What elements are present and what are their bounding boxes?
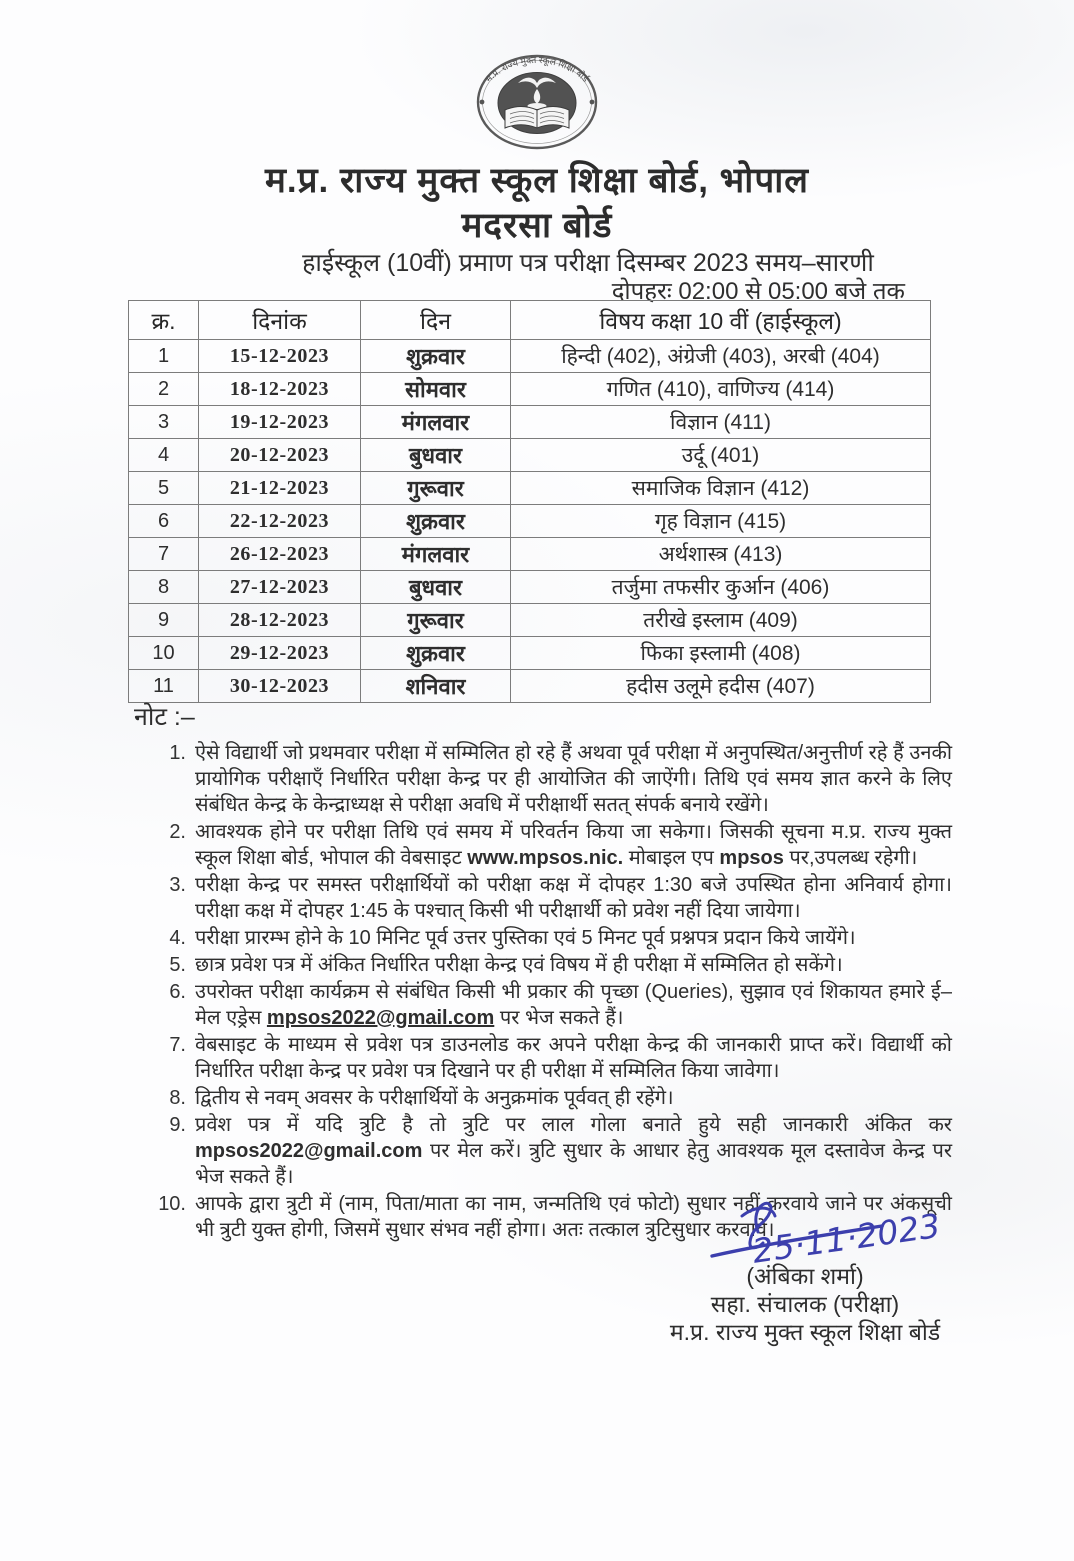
note-text bbox=[195, 872, 952, 924]
note-item bbox=[158, 1032, 952, 1084]
madarsa-board-title: मदरसा बोर्ड bbox=[461, 206, 613, 245]
note-segment: पर,उपलब्ध रहेगी। bbox=[783, 847, 918, 869]
note-text bbox=[195, 740, 952, 818]
cell-subject: उर्दू (401) bbox=[511, 439, 931, 472]
table-row bbox=[129, 472, 931, 505]
cell-subject: तर्जुमा तफसीर कुर्आन (406) bbox=[511, 571, 931, 604]
table-row bbox=[129, 538, 931, 571]
cell-day: मंगलवार bbox=[361, 538, 511, 571]
note-number: 3. bbox=[169, 874, 186, 896]
signatory-designation: सहा. संचालक (परीक्षा) bbox=[710, 1291, 900, 1317]
note-segment: ऐसे विद्यार्थी जो प्रथमवार परीक्षा में सम्मिलित हो रहे हैं अथवा पूर्व परीक्षा में अनुपस्थित/अनुत्तीर्ण रहे हैं उनकी प्रायोगिक परीक्षाएँ निर्धारित परीक्षा केन्द्र पर ही आयोजित की जाऐंगी। तिथि एवं समय ज्ञात करने के लिए संबंधित केन्द्र के केन्द्राध्यक्ष से परीक्षा अवधि में परीक्षार्थी सतत् संपर्क बनाये रखेंगे। bbox=[195, 742, 952, 816]
exam-timing: दोपहरः 02:00 से 05:00 बजे तक bbox=[611, 278, 905, 305]
table-row bbox=[129, 406, 931, 439]
note-number: 5. bbox=[169, 954, 186, 976]
note-number: 7. bbox=[169, 1034, 186, 1056]
board-title: म.प्र. राज्य मुक्त स्कूल शिक्षा बोर्ड, भोपाल bbox=[264, 161, 810, 200]
logo-right-dot bbox=[590, 100, 595, 105]
table-row bbox=[129, 571, 931, 604]
note-item bbox=[158, 952, 952, 978]
cell-date: 26-12-2023 bbox=[199, 538, 361, 571]
note-segment: पर भेज सकते हैं। bbox=[494, 1007, 624, 1029]
note-number: 1. bbox=[169, 742, 186, 764]
note-segment: मोबाइल एप bbox=[623, 847, 720, 869]
board-logo-seal bbox=[457, 42, 617, 157]
cell-date: 28-12-2023 bbox=[199, 604, 361, 637]
notes-list bbox=[158, 740, 952, 1244]
cell-subject: गणित (410), वाणिज्य (414) bbox=[511, 373, 931, 406]
cell-sno: 11 bbox=[129, 670, 199, 703]
note-text bbox=[195, 952, 952, 978]
exam-title: हाईस्कूल (10वीं) प्रमाण पत्र परीक्षा दिसम्बर 2023 समय–सारणी bbox=[302, 249, 874, 277]
note-segment: परीक्षा केन्द्र पर समस्त परीक्षार्थियों को परीक्षा कक्ष में दोपहर 1:30 बजे उपस्थित होना अनिवार्य होगा। परीक्षा कक्ष में दोपहर 1:45 के पश्चात् किसी भी परीक्षार्थी को प्रवेश नहीं दिया जायेगा। bbox=[195, 874, 952, 922]
notes-heading: नोट :– bbox=[134, 703, 195, 731]
cell-day: बुधवार bbox=[361, 571, 511, 604]
note-item bbox=[158, 872, 952, 924]
cell-sno: 9 bbox=[129, 604, 199, 637]
cell-subject: गृह विज्ञान (415) bbox=[511, 505, 931, 538]
note-text bbox=[195, 1085, 952, 1111]
cell-date: 15-12-2023 bbox=[199, 340, 361, 373]
cell-day: गुरूवार bbox=[361, 472, 511, 505]
note-text bbox=[195, 925, 952, 951]
cell-day: सोमवार bbox=[361, 373, 511, 406]
cell-day: बुधवार bbox=[361, 439, 511, 472]
table-row bbox=[129, 637, 931, 670]
note-number: 4. bbox=[169, 927, 186, 949]
note-segment: mpsos bbox=[719, 847, 784, 869]
cell-day: शुक्रवार bbox=[361, 505, 511, 538]
note-text bbox=[195, 1112, 952, 1190]
signatory-name: (अंबिका शर्मा) bbox=[746, 1263, 864, 1289]
note-segment: mpsos2022@gmail.com bbox=[195, 1140, 423, 1162]
cell-date: 30-12-2023 bbox=[199, 670, 361, 703]
cell-subject: विज्ञान (411) bbox=[511, 406, 931, 439]
table-row bbox=[129, 604, 931, 637]
logo-ring-text-top: म.प्र. राज्य मुक्त स्कूल शिक्षा बोर्ड bbox=[483, 54, 591, 84]
note-number: 6. bbox=[169, 981, 186, 1003]
cell-sno: 10 bbox=[129, 637, 199, 670]
cell-sno: 3 bbox=[129, 406, 199, 439]
note-item bbox=[158, 1085, 952, 1111]
note-item bbox=[158, 979, 952, 1031]
timetable-header-row bbox=[129, 301, 931, 340]
column-header-date: दिनांक bbox=[199, 301, 361, 340]
exam-timetable bbox=[128, 300, 931, 703]
note-segment: उपरोक्त परीक्षा कार्यक्रम से संबंधित किसी भी प्रकार की पृच्छा (Queries), सुझाव एवं शिकायत हमारे ई–मेल एड्रेस bbox=[195, 981, 952, 1029]
table-row bbox=[129, 373, 931, 406]
cell-sno: 6 bbox=[129, 505, 199, 538]
logo-left-dot bbox=[480, 100, 485, 105]
cell-sno: 5 bbox=[129, 472, 199, 505]
note-segment: वेबसाइट के माध्यम से प्रवेश पत्र डाउनलोड कर अपने परीक्षा केन्द्र की जानकारी प्राप्त करें। विद्यार्थी को निर्धारित परीक्षा केन्द्र पर प्रवेश पत्र दिखाने पर ही परीक्षा में सम्मिलित किया जावेगा। bbox=[195, 1034, 952, 1082]
note-text bbox=[195, 979, 952, 1031]
table-row bbox=[129, 505, 931, 538]
cell-subject: तरीखे इस्लाम (409) bbox=[511, 604, 931, 637]
cell-day: गुरूवार bbox=[361, 604, 511, 637]
cell-subject: समाजिक विज्ञान (412) bbox=[511, 472, 931, 505]
note-number: 8. bbox=[169, 1087, 186, 1109]
cell-date: 20-12-2023 bbox=[199, 439, 361, 472]
note-segment: परीक्षा प्रारम्भ होने के 10 मिनिट पूर्व उत्तर पुस्तिका एवं 5 मिनट पूर्व प्रश्नपत्र प्रदान किये जायेंगे। bbox=[195, 927, 856, 949]
note-segment: mpsos2022@gmail.com bbox=[266, 1007, 495, 1029]
note-item bbox=[158, 740, 952, 818]
cell-subject: फिका इस्लामी (408) bbox=[511, 637, 931, 670]
note-segment: द्वितीय से नवम् अवसर के परीक्षार्थियों के अनुक्रमांक पूर्ववत् ही रहेंगे। bbox=[195, 1087, 674, 1109]
note-item bbox=[158, 925, 952, 951]
note-item bbox=[158, 1112, 952, 1190]
note-segment: पर मेल करें। त्रुटि सुधार के आधार हेतु आवश्यक मूल दस्तावेज केन्द्र पर भेज सकते हैं। bbox=[195, 1140, 952, 1188]
cell-day: शनिवार bbox=[361, 670, 511, 703]
signatory-organization: म.प्र. राज्य मुक्त स्कूल शिक्षा बोर्ड bbox=[669, 1319, 941, 1345]
cell-sno: 8 bbox=[129, 571, 199, 604]
signature-handwritten bbox=[700, 1192, 990, 1272]
cell-sno: 2 bbox=[129, 373, 199, 406]
note-text bbox=[195, 1032, 952, 1084]
cell-date: 29-12-2023 bbox=[199, 637, 361, 670]
cell-day: शुक्रवार bbox=[361, 340, 511, 373]
cell-date: 18-12-2023 bbox=[199, 373, 361, 406]
signature-date: 25·11·2023 bbox=[749, 1205, 943, 1271]
note-number: 10. bbox=[158, 1193, 186, 1215]
cell-date: 22-12-2023 bbox=[199, 505, 361, 538]
cell-sno: 1 bbox=[129, 340, 199, 373]
table-row bbox=[129, 670, 931, 703]
cell-day: मंगलवार bbox=[361, 406, 511, 439]
note-segment: आवश्यक होने पर परीक्षा तिथि एवं समय में परिवर्तन किया जा सकेगा। जिसकी सूचना म.प्र. राज्य मुक्त स्कूल शिक्षा बोर्ड, भोपाल की वेबसाइट bbox=[195, 821, 952, 869]
cell-sno: 4 bbox=[129, 439, 199, 472]
cell-subject: हदीस उलूमे हदीस (407) bbox=[511, 670, 931, 703]
cell-sno: 7 bbox=[129, 538, 199, 571]
cell-subject: अर्थशास्त्र (413) bbox=[511, 538, 931, 571]
note-segment: आपके द्वारा त्रुटी में (नाम, पिता/माता का नाम, जन्मतिथि एवं फोटो) सुधार नहीं करवाये जाने पर अंकसूची भी त्रुटी युक्त होगी, जिसमें सुधार संभव नहीं होगा। अतः तत्काल त्रुटिसुधार करवावें। bbox=[195, 1193, 952, 1241]
note-item bbox=[158, 819, 952, 871]
cell-day: शुक्रवार bbox=[361, 637, 511, 670]
cell-date: 27-12-2023 bbox=[199, 571, 361, 604]
note-number: 2. bbox=[169, 821, 186, 843]
note-segment: प्रवेश पत्र में यदि त्रुटि है तो त्रुटि पर लाल गोला बनाते हुये सही जानकारी अंकित कर bbox=[195, 1114, 952, 1136]
note-number: 9. bbox=[169, 1114, 186, 1136]
cell-date: 21-12-2023 bbox=[199, 472, 361, 505]
signature-block bbox=[640, 1262, 970, 1346]
column-header-subject: विषय कक्षा 10 वीं (हाईस्कूल) bbox=[511, 301, 931, 340]
note-segment: www.mpsos.nic. bbox=[467, 847, 624, 869]
note-segment: छात्र प्रवेश पत्र में अंकित निर्धारित परीक्षा केन्द्र एवं विषय में ही परीक्षा में सम्मिलित हो सकेंगे। bbox=[195, 954, 843, 976]
table-row bbox=[129, 439, 931, 472]
column-header-sno: क्र. bbox=[129, 301, 199, 340]
column-header-day: दिन bbox=[361, 301, 511, 340]
cell-subject: हिन्दी (402), अंग्रेजी (403), अरबी (404) bbox=[511, 340, 931, 373]
note-text bbox=[195, 819, 952, 871]
table-row bbox=[129, 340, 931, 373]
cell-date: 19-12-2023 bbox=[199, 406, 361, 439]
